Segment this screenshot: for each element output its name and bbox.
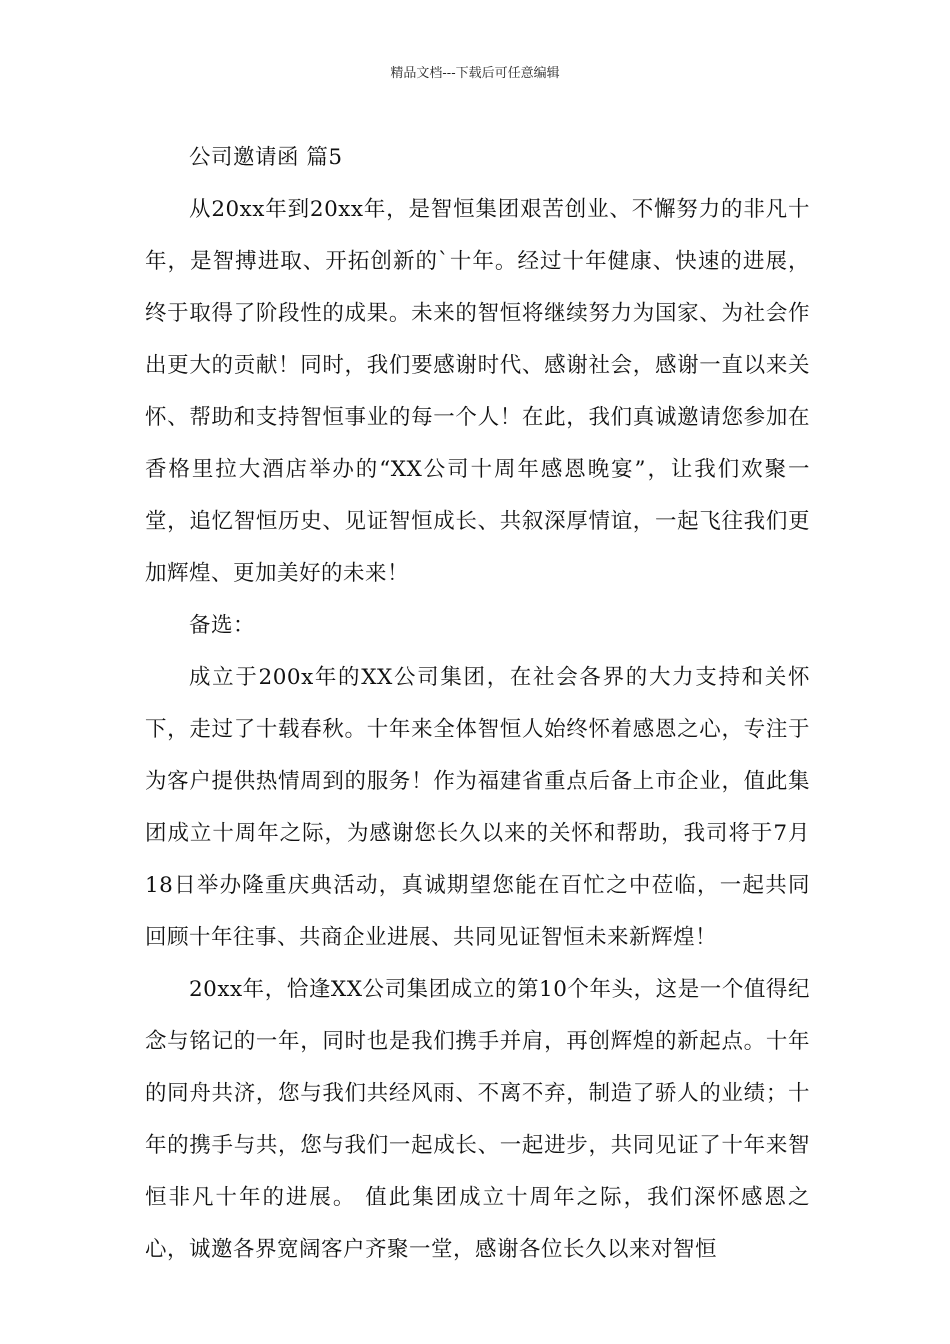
document-title: 公司邀请函 篇5 — [189, 145, 343, 170]
paragraph-intro: 从20xx年到20xx年，是智恒集团艰苦创业、不懈努力的非凡十年，是智搏进取、开拓创新的`十年。经过十年健康、快速的进展，终于取得了阶段性的成果。未来的智恒将继续努力为国家、为社会作出更大的贡献！同时，我们要感谢时代、感谢社会，感谢一直以来关怀、帮助和支持智恒事业的每一个人！在此，我们真诚邀请您参加在香格里拉大酒店举办的“XX公司十周年感恩晚宴”，让我们欢聚一堂，追忆智恒历史、见证智恒成长、共叙深厚情谊，一起飞往我们更加辉煌、更加美好的未来！ — [145, 197, 810, 586]
paragraph-alternative-1: 成立于200x年的XX公司集团，在社会各界的大力支持和关怀下，走过了十载春秋。十年来全体智恒人始终怀着感恩之心，专注于为客户提供热情周到的服务！作为福建省重点后备上市企业，值此集团成立十周年之际，为感谢您长久以来的关怀和帮助，我司将于7月18日举办隆重庆典活动，真诚期望您能在百忙之中莅临，一起共同回顾十年往事、共商企业进展、共同见证智恒未来新辉煌！ — [145, 665, 810, 950]
page-header: 精品文档---下载后可任意编辑 — [390, 66, 560, 81]
document-body — [145, 132, 810, 1276]
paragraph-alternative-label: 备选： — [189, 613, 256, 638]
paragraph-alternative-2: 20xx年，恰逢XX公司集团成立的第10个年头，这是一个值得纪念与铭记的一年，同时也是我们携手并肩，再创辉煌的新起点。十年的同舟共济，您与我们共经风雨、不离不弃，制造了骄人的业绩；十年的携手与共，您与我们一起成长、一起进步，共同见证了十年来智恒非凡十年的进展。 值此集团成立十周年之际，我们深怀感恩之心，诚邀各界宽阔客户齐聚一堂，感谢各位长久以来对智恒 — [145, 977, 810, 1262]
